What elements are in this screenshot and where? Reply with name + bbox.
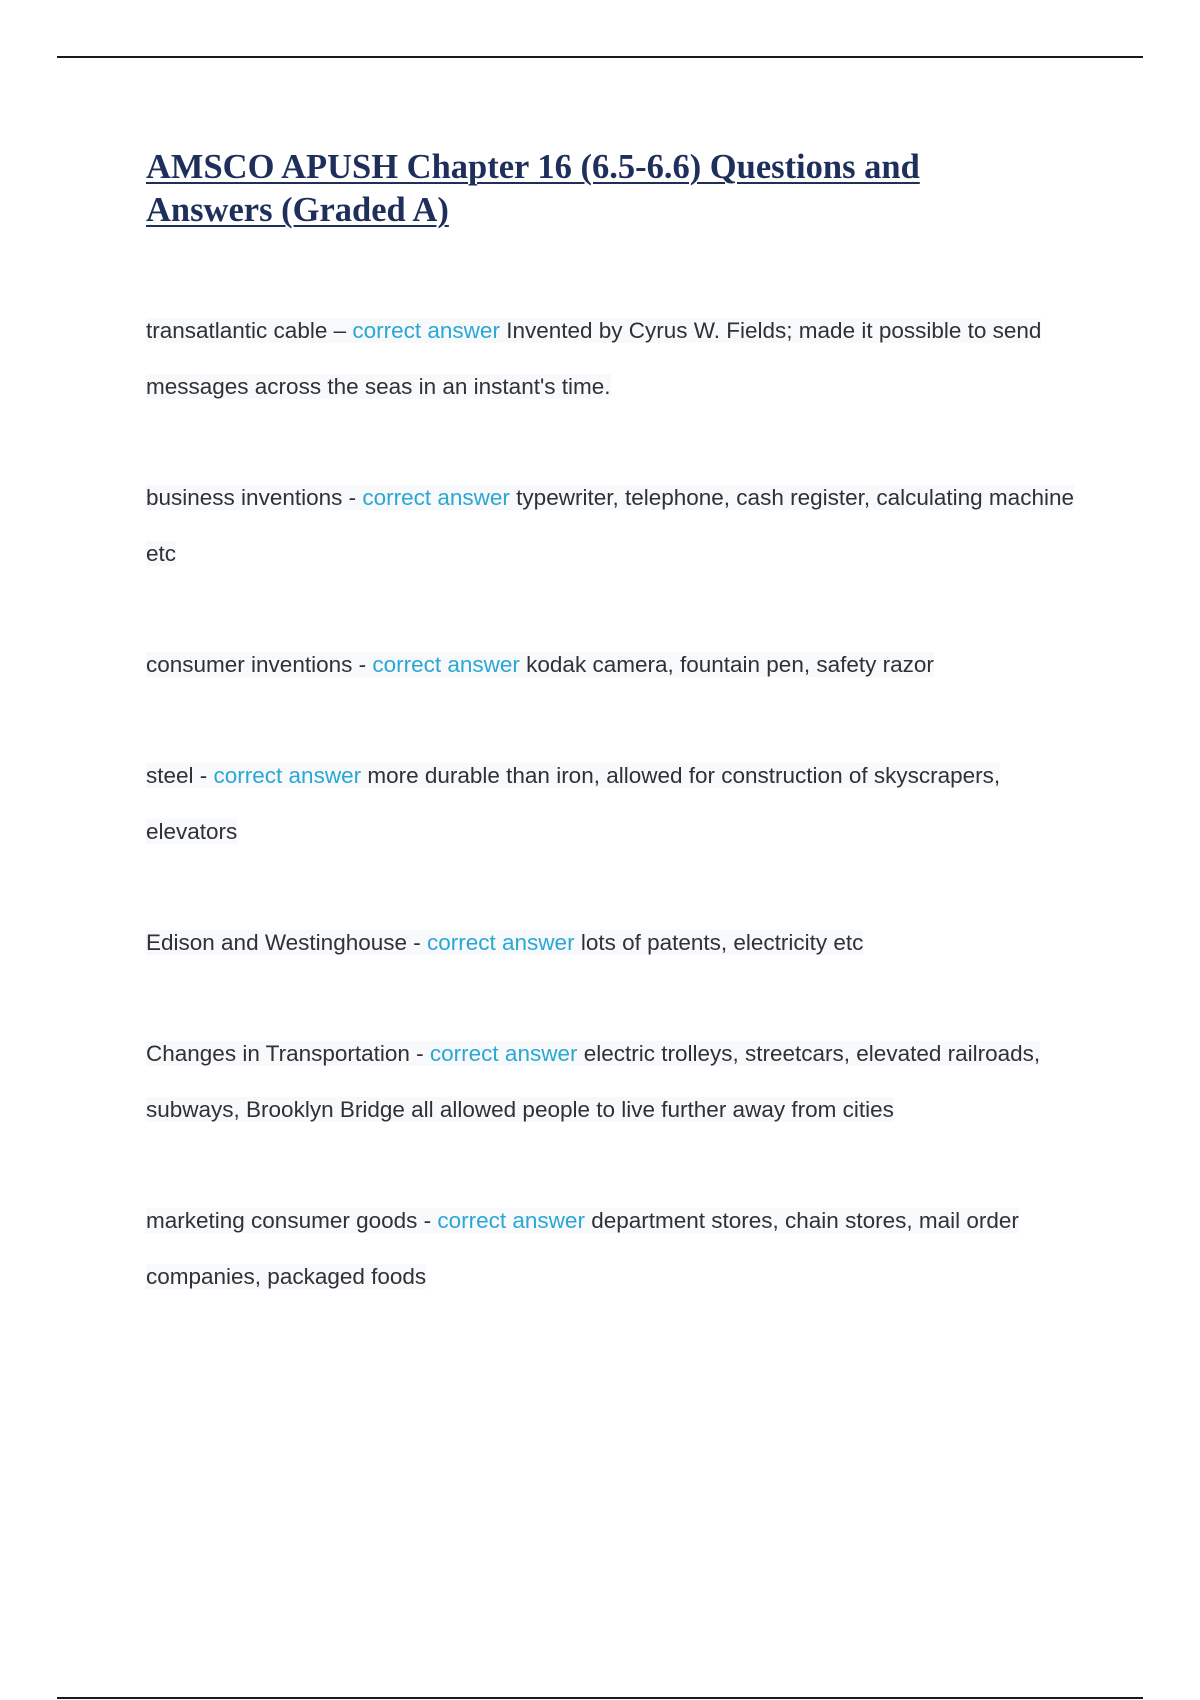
correct-answer-label: correct answer [372, 652, 520, 677]
qa-term: business inventions [146, 485, 343, 510]
qa-term: consumer inventions [146, 652, 353, 677]
qa-term: Edison and Westinghouse [146, 930, 408, 955]
qa-separator: - [193, 763, 214, 788]
qa-item [146, 1026, 1096, 1138]
qa-item [146, 637, 1096, 693]
qa-answer: electric trolleys, streetcars, elevated railroads, subways, Brooklyn Bridge all allowed people to live further away from cities [146, 1041, 1041, 1122]
bottom-rule [57, 1697, 1143, 1699]
qa-term: steel [146, 763, 194, 788]
qa-separator: - [417, 1208, 438, 1233]
qa-item [146, 303, 1096, 415]
correct-answer-label: correct answer [429, 1041, 578, 1066]
correct-answer-label: correct answer [427, 930, 575, 955]
qa-answer: Invented by Cyrus W. Fields; made it possible to send messages across the seas in an instant's time. [146, 318, 1042, 399]
qa-separator: - [342, 485, 363, 510]
qa-separator: - [409, 1041, 430, 1066]
qa-separator: – [327, 318, 353, 343]
correct-answer-label: correct answer [437, 1208, 585, 1233]
qa-item [146, 470, 1096, 582]
qa-item [146, 1193, 1096, 1305]
qa-item [146, 748, 1096, 860]
qa-list [146, 303, 1096, 1360]
qa-term: Changes in Transportation [146, 1041, 410, 1066]
qa-term: marketing consumer goods [146, 1208, 418, 1233]
qa-answer: lots of patents, electricity etc [574, 930, 864, 955]
correct-answer-label: correct answer [352, 318, 500, 343]
correct-answer-label: correct answer [213, 763, 362, 788]
document-title: AMSCO APUSH Chapter 16 (6.5-6.6) Questions and Answers (Graded A) [146, 148, 920, 229]
top-rule [57, 56, 1143, 58]
qa-answer: department stores, chain stores, mail order companies, packaged foods [146, 1208, 1019, 1289]
qa-answer: more durable than iron, allowed for construction of skyscrapers, elevators [146, 763, 1001, 844]
qa-separator: - [407, 930, 428, 955]
qa-answer: kodak camera, fountain pen, safety razor [519, 652, 934, 677]
qa-item [146, 915, 1096, 971]
qa-term: transatlantic cable [146, 318, 328, 343]
qa-separator: - [352, 652, 373, 677]
qa-answer: typewriter, telephone, cash register, calculating machine etc [146, 485, 1074, 566]
correct-answer-label: correct answer [362, 485, 510, 510]
